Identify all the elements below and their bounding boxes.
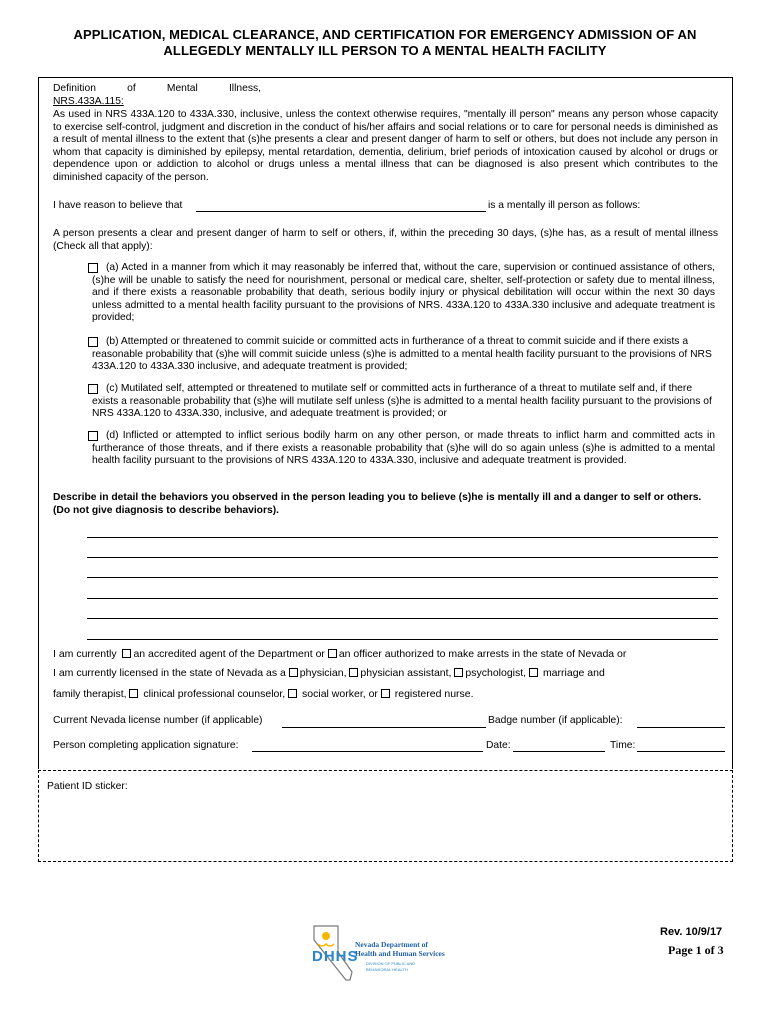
- description-line[interactable]: [87, 598, 718, 599]
- definition-heading-line-1: Definition of Mental Illness,: [53, 83, 261, 94]
- danger-intro: A person presents a clear and present danger of harm to self or others, if, within the preceding 30 days, (s)he has, as a result of mental illness (Check all that apply):: [53, 228, 718, 252]
- role-line-1: [53, 648, 626, 661]
- psychologist-label: psychologist,: [465, 667, 527, 679]
- role-line-3: [53, 688, 474, 701]
- date-field[interactable]: [513, 751, 605, 752]
- nurse-checkbox[interactable]: [381, 689, 390, 698]
- description-line[interactable]: [87, 618, 718, 619]
- role-line-2-prefix: I am currently licensed in the state of Nevada as a: [53, 667, 286, 679]
- mft-label-a: marriage and: [542, 667, 605, 679]
- describe-prompt: Describe in detail the behaviors you observed in the person leading you to believe (s)he is mentally ill and a danger to self or others. (Do not give diagnosis to describe behaviors).: [53, 492, 702, 516]
- title-line-2: ALLEGEDLY MENTALLY ILL PERSON TO A MENTAL HEALTH FACILITY: [163, 43, 607, 58]
- revision-date: Rev. 10/9/17: [660, 926, 723, 938]
- officer-label: an officer authorized to make arrests in the state of Nevada or: [338, 648, 627, 660]
- definition-heading-line-2: NRS.433A.115:: [53, 96, 124, 107]
- logo-line-2: Health and Human Services: [355, 949, 445, 958]
- officer-checkbox[interactable]: [328, 649, 337, 658]
- license-label: Current Nevada license number (if applicable): [53, 715, 263, 726]
- dhhs-logo: [308, 922, 463, 984]
- signature-field[interactable]: [252, 751, 483, 752]
- counselor-label: clinical professional counselor,: [143, 688, 286, 700]
- belief-prefix: I have reason to believe that: [53, 200, 183, 211]
- time-label: Time:: [610, 740, 636, 751]
- logo-mark: DHHS: [312, 948, 359, 965]
- criterion-b-text: (b) Attempted or threatened to commit suicide or committed acts in furtherance of a threat to commit suicide and if there exists a reasonable probability that (s)he will commit suicide unless (s)he is admitted to a mental health facility pursuant to the provisions of NRS 433A.120 to 433A.330 inclusive, and adequate treatment is provided;: [92, 336, 712, 373]
- logo-sub-2: BEHAVIORAL HEALTH: [366, 967, 408, 972]
- badge-label: Badge number (if applicable):: [488, 715, 623, 726]
- form-title: [40, 27, 730, 59]
- belief-suffix: is a mentally ill person as follows:: [488, 200, 641, 211]
- agent-label: an accredited agent of the Department or: [133, 648, 325, 660]
- pa-label: physician assistant,: [360, 667, 452, 679]
- description-line[interactable]: [87, 537, 718, 538]
- nurse-label: registered nurse.: [394, 688, 474, 700]
- physician-checkbox[interactable]: [289, 668, 298, 677]
- psychologist-checkbox[interactable]: [454, 668, 463, 677]
- description-line[interactable]: [87, 639, 718, 640]
- person-name-field[interactable]: [196, 211, 486, 212]
- counselor-checkbox[interactable]: [129, 689, 138, 698]
- patient-id-sticker-box[interactable]: [38, 770, 733, 862]
- time-field[interactable]: [637, 751, 725, 752]
- license-number-field[interactable]: [282, 727, 486, 728]
- criterion-a-text: (a) Acted in a manner from which it may reasonably be inferred that, without the care, supervision or continued assistance of others, (s)he will be unable to satisfy the need for nourishment, personal or medical care, shelter, self-protection or safety due to mental illness, and if there exists a reasonable probability that death, serious bodily injury or physical debilitation will occur within the next 30 days unless admitted to a mental health facility pursuant to the provisions of NRS. 433A.120 to 433A.330 inclusive and adequate treatment is provided;: [92, 262, 715, 324]
- description-line[interactable]: [87, 557, 718, 558]
- pa-checkbox[interactable]: [349, 668, 358, 677]
- physician-label: physician,: [299, 667, 347, 679]
- role-line-1-prefix: I am currently: [53, 648, 117, 660]
- date-label: Date:: [486, 740, 511, 751]
- page-number: Page 1 of 3: [668, 943, 724, 957]
- criterion-c-text: (c) Mutilated self, attempted or threatened to mutilate self or committed acts in furtherance of a threat to mutilate self and, if there exists a reasonable probability that (s)he will mutilate self unless (s)he is admitted to a mental health facility pursuant to the provisions of NRS 433A.120 to 433A.330, inclusive, and adequate treatment is provided; or: [92, 383, 712, 420]
- definition-body: As used in NRS 433A.120 to 433A.330, inclusive, unless the context otherwise requires, "mentally ill person" means any person whose capacity to exercise self-control, judgment and discretion in the conduct of his/her affairs and social relations or to care for personal needs is diminished as a result of mental illness to the extent that (s)he presents a clear and present danger of harm to self or others, but does not include any person in whom that capacity is diminished by epilepsy, mental retardation, dementia, delirium, brief periods of intoxication caused by alcohol or drugs or dependence upon or addiction to alcohol or drugs unless a mental illness that can be diagnosed is also present which contributes to the diminished capacity of the person.: [53, 109, 718, 183]
- title-line-1: APPLICATION, MEDICAL CLEARANCE, AND CERTIFICATION FOR EMERGENCY ADMISSION OF AN: [73, 27, 697, 42]
- agent-checkbox[interactable]: [122, 649, 131, 658]
- logo-sub-1: DIVISION OF PUBLIC AND: [366, 961, 416, 966]
- criterion-d-text: (d) Inflicted or attempted to inflict serious bodily harm on any other person, or made threats to inflict harm and committed acts in furtherance of those threats, and if there exists a reasonable probability that (s)he will do so again unless (s)he is admitted to a mental health facility pursuant to the provisions of NRS 433A.120 to 433A.330, inclusive and adequate treatment is provided.: [92, 430, 715, 467]
- social-worker-checkbox[interactable]: [288, 689, 297, 698]
- badge-number-field[interactable]: [637, 727, 725, 728]
- social-worker-label: social worker, or: [302, 688, 378, 700]
- patient-id-label: Patient ID sticker:: [47, 781, 128, 792]
- mft-checkbox[interactable]: [529, 668, 538, 677]
- mft-label-b: family therapist,: [53, 688, 127, 700]
- role-line-2: [53, 667, 605, 680]
- logo-line-1: Nevada Department of: [355, 940, 428, 949]
- description-line[interactable]: [87, 577, 718, 578]
- signature-label: Person completing application signature:: [53, 740, 239, 751]
